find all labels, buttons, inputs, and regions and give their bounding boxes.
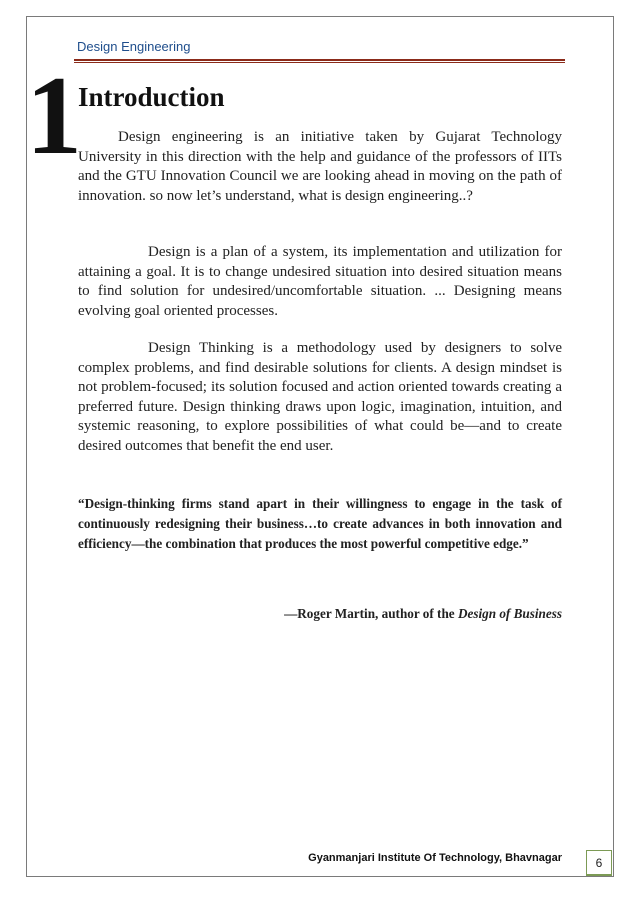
quote-attribution — [284, 606, 562, 622]
footer-institute: Gyanmanjari Institute Of Technology, Bhavnagar — [308, 852, 562, 864]
attribution-work-title: Design of Business — [457, 606, 562, 621]
header-rule — [74, 59, 565, 61]
quote-text: “Design-thinking firms stand apart in their willingness to engage in the task of continuously redesigning their business…to create advances in both innovation and efficiency—the combination that produces the most powerful competitive edge.” — [78, 496, 562, 551]
paragraph-design-thinking: Design Thinking is a methodology used by designers to solve complex problems, and find desirable solutions for clients. A design mindset is not problem-focused; its solution focused and action oriented towards creating a preferred future. Design thinking draws upon logic, imagination, intuition, and systemic reasoning, to explore possibilities of what could be—and to create desired outcomes that benefit the end user. — [78, 340, 562, 454]
chapter-number: 1 — [26, 54, 82, 178]
section-heading: Introduction — [78, 82, 225, 112]
attribution-author: —Roger Martin, author of the — [284, 606, 458, 621]
header-rule-secondary — [74, 62, 565, 63]
paragraph-intro: Design engineering is an initiative taken by Gujarat Technology University in this direction with the help and guidance of the professors of IITs and the GTU Innovation Council we are looking ahead in moving on the path of innovation. so now let’s understand, what is design engineering..? — [78, 129, 562, 204]
page-number: 6 — [586, 850, 612, 876]
paragraph-design: Design is a plan of a system, its implementation and utilization for attaining a goal. It is to change undesired situation into desired situation means to find solution for undesired/uncomfortable situation. ... Designing means evolving goal oriented processes. — [78, 244, 562, 319]
running-header-title: Design Engineering — [77, 39, 191, 54]
